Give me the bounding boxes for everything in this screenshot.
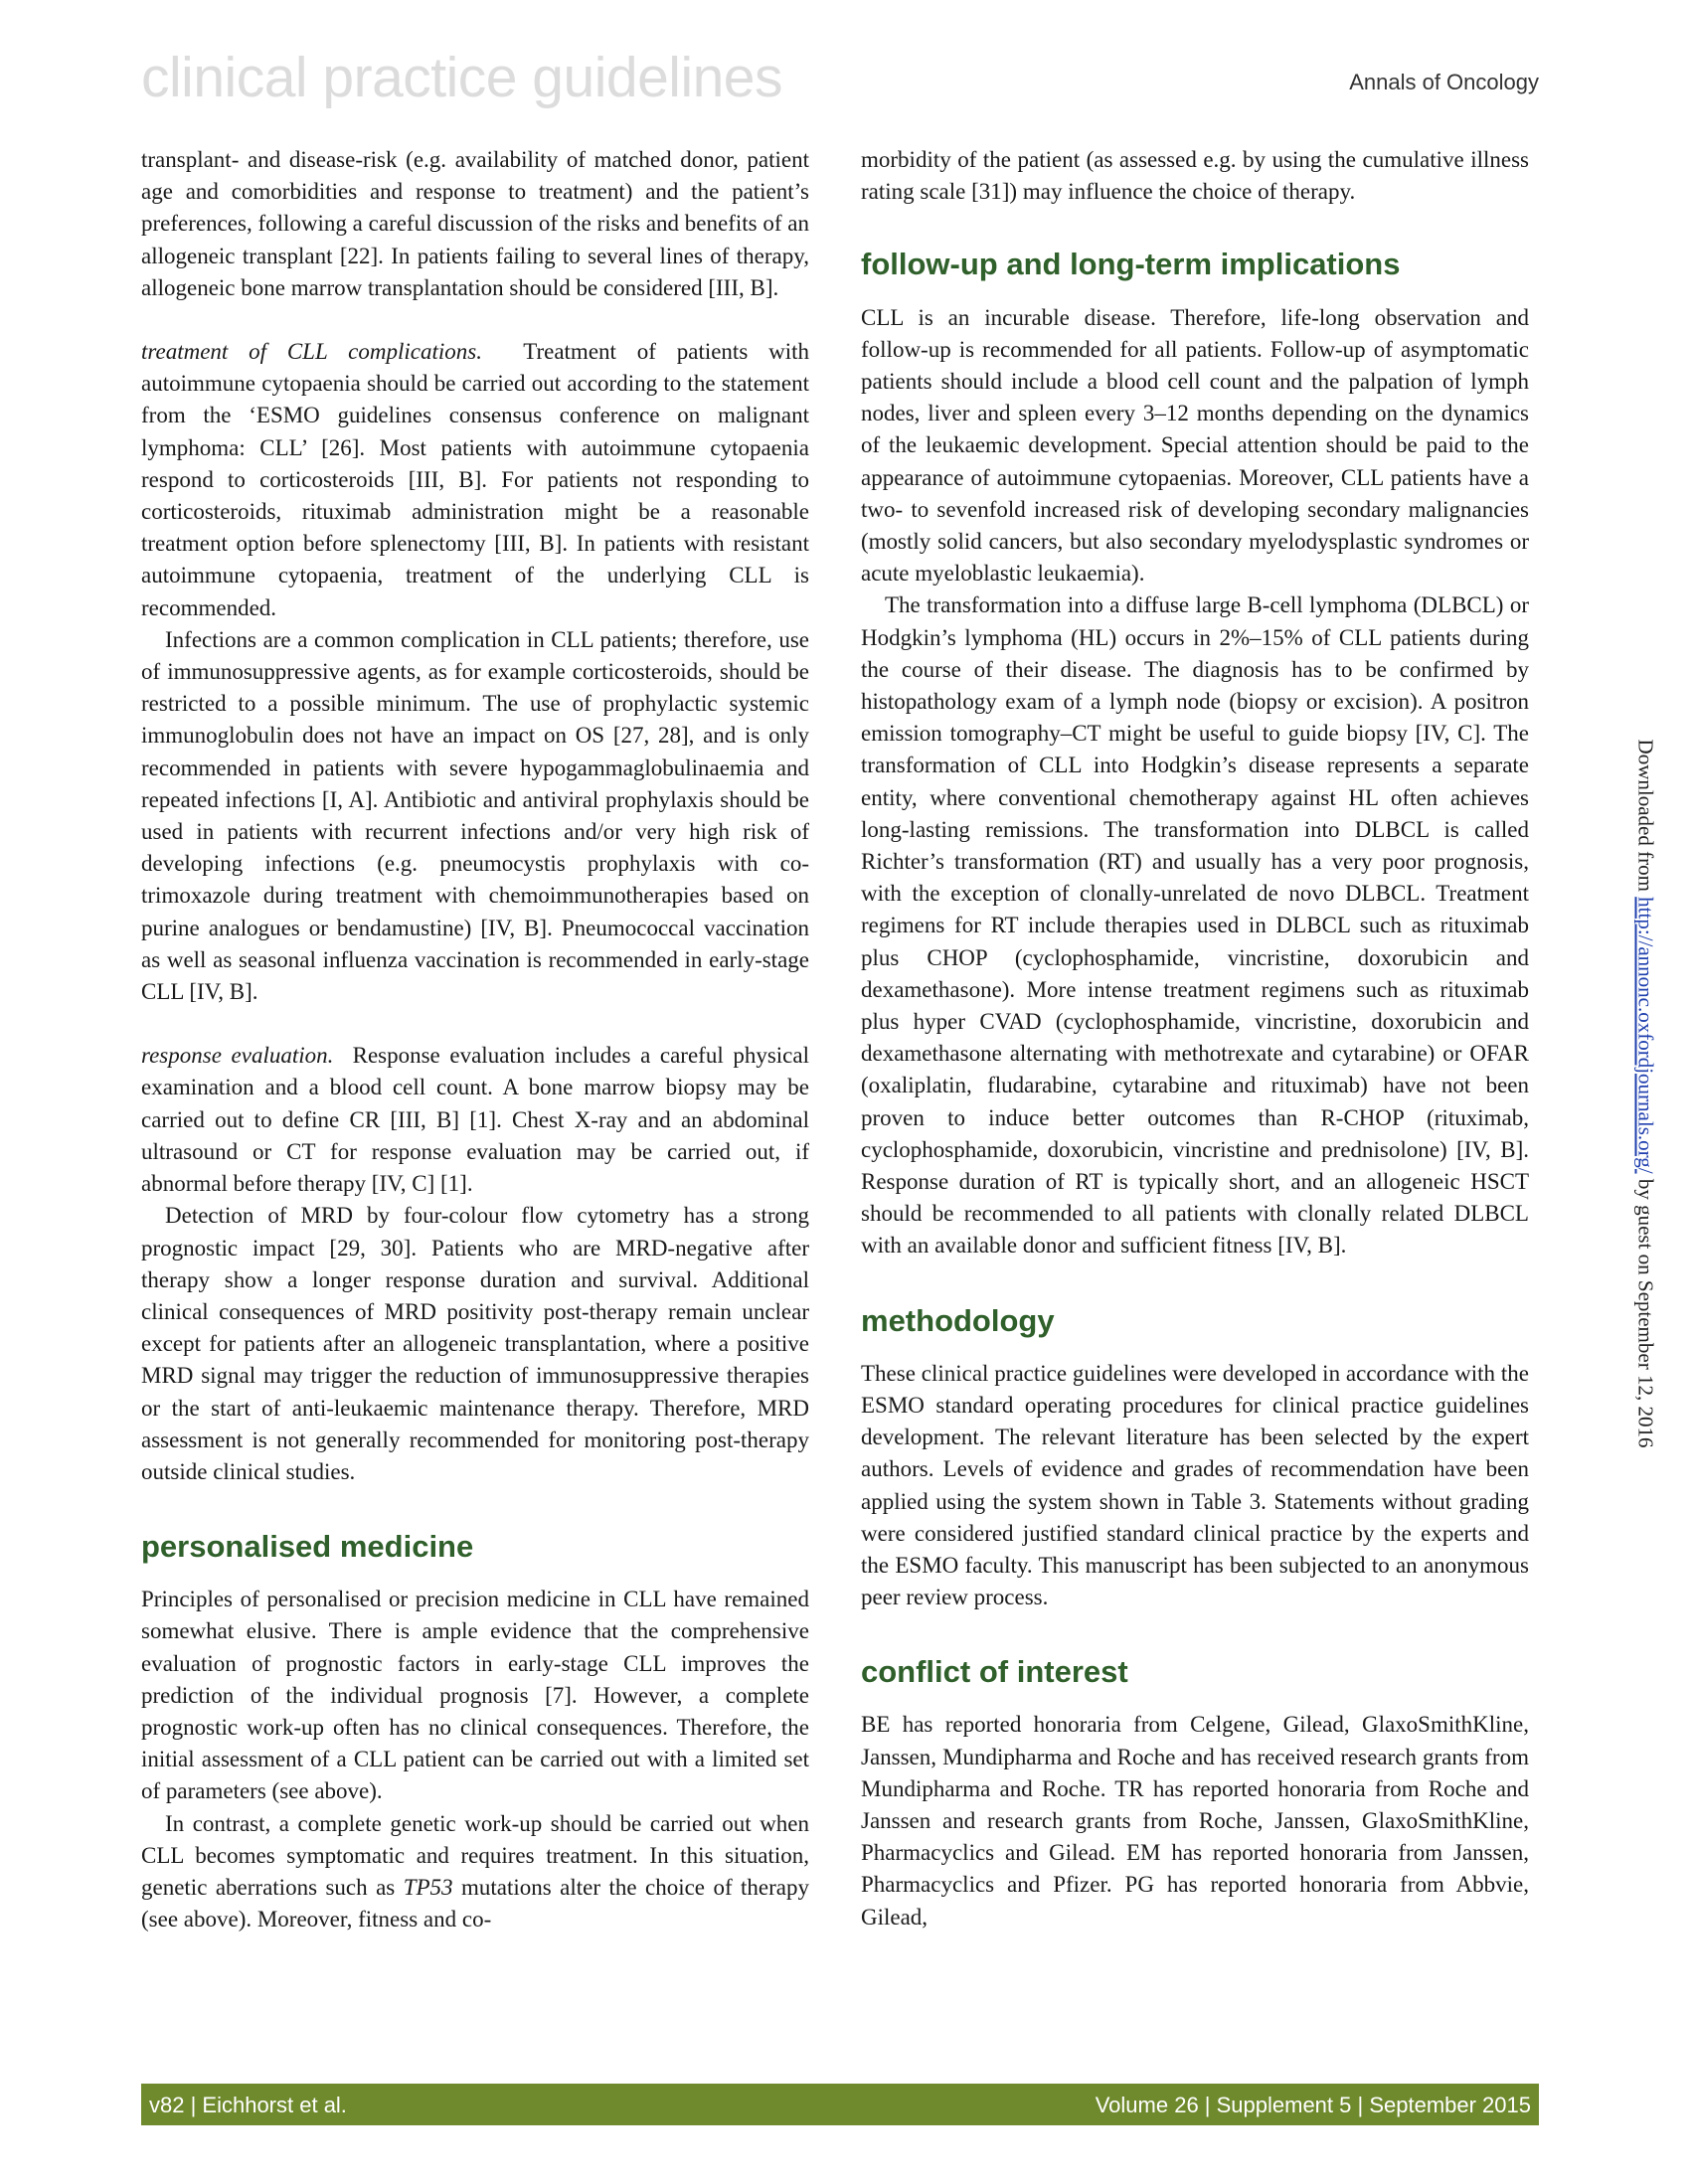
paragraph: Detection of MRD by four-colour flow cytometry has a strong prognostic impact [29, 30]. Patients who are MRD-negative after therapy show a longer response duration and survival. Additional clinical consequences of MRD positivity post-therapy remain unclear except for patients after an allogeneic transplantation, where a positive MRD signal may trigger the reduction of immunosuppressive therapies or the start of anti-leukaemic maintenance therapy. Therefore, MRD assessment is not generally recommended for monitoring post-therapy outside clinical studies.	[141, 1203, 809, 1484]
paragraph-cll-complications	[141, 336, 809, 624]
running-header-title: clinical practice guidelines	[141, 46, 783, 109]
paragraph: These clinical practice guidelines were developed in accordance with the ESMO standard operating procedures for clinical practice guidelines development. The relevant literature has been selected by the expert authors. Levels of evidence and grades of recommendation have been applied using the system shown in Table 3. Statements without grading were considered justified standard clinical practice by the experts and the ESMO faculty. This manuscript has been subjected to an anonymous peer review process.	[861, 1360, 1529, 1610]
watermark-prefix: Downloaded from	[1633, 739, 1658, 892]
gene-name: TP53	[403, 1875, 453, 1901]
paragraph: Infections are a common complication in CLL patients; therefore, use of immunosuppressive agents, as for example corticosteroids, should be restricted to a possible minimum. The use of prophylactic systemic immunoglobulin does not have an impact on OS [27, 28], and is only recommended in patients with severe hypogammaglobulinaemia and repeated infections [I, A]. Antibiotic and antiviral prophylaxis should be used in patients with recurrent infections and/or very high risk of developing infections (e.g. pneumocystis prophylaxis with co-trimoxazole during treatment with chemoimmunotherapies based on purine analogues or bendamustine) [IV, B]. Pneumococcal vaccination as well as seasonal influenza vaccination is recommended in early-stage CLL [IV, B].	[141, 626, 809, 1005]
watermark-suffix: by guest on September 12, 2016	[1633, 1178, 1658, 1448]
paragraph: CLL is an incurable disease. Therefore, life-long observation and follow-up is recommended for all patients. Follow-up of asymptomatic patients should include a blood cell count and the palpation of lymph nodes, liver and spleen every 3–12 months depending on the dynamics of the leukaemic development. Special attention should be paid to the appearance of autoimmune cytopaenias. Moreover, CLL patients have a two- to sevenfold increased risk of developing secondary malignancies (mostly solid cancers, but also secondary myelodysplastic syndromes or acute myeloblastic leukaemia).	[861, 304, 1529, 587]
journal-link[interactable]: http://annonc.oxfordjournals.org/	[1633, 897, 1658, 1174]
paragraph-response-evaluation	[141, 1040, 809, 1200]
journal-name: Annals of Oncology	[1349, 70, 1539, 94]
section-heading-methodology: methodology	[861, 1302, 1055, 1338]
paragraph-genetic-workup	[141, 1808, 809, 1936]
paragraph-text: Response evaluation includes a careful physical examination and a blood cell count. A bone marrow biopsy may be carried out to define CR [III, B] [1]. Chest X-ray and an abdominal ultrasound or CT for response evaluation may be carried out, if abnormal before therapy [IV, C] [1].	[141, 1043, 809, 1197]
paragraph: Principles of personalised or precision medicine in CLL have remained somewhat elusive. There is ample evidence that the comprehensive evaluation of prognostic factors in early-stage CLL improves the prediction of the individual prognosis [7]. However, a complete prognostic work-up often has no clinical consequences. Therefore, the initial assessment of a CLL patient can be carried out with a limited set of parameters (see above).	[141, 1587, 809, 1804]
footer-bar	[141, 2084, 1539, 2125]
paragraph-text: mutations alter the choice of therapy (see above). Moreover, fitness and co-	[141, 1875, 810, 1932]
section-heading-conflict-of-interest: conflict of interest	[861, 1654, 1128, 1690]
paragraph-text: In contrast, a complete genetic work-up should be carried out when CLL becomes symptomatic and requires treatment. In this situation, genetic aberrations such as	[141, 1810, 809, 1901]
left-column	[141, 144, 809, 1935]
paragraph: The transformation into a diffuse large B-cell lymphoma (DLBCL) or Hodgkin’s lymphoma (HL) occurs in 2%–15% of CLL patients during the course of their disease. The diagnosis has to be confirmed by histopathology exam of a lymph node (biopsy or excision). A positron emission tomography–CT might be useful to guide biopsy [IV, C]. The transformation of CLL into Hodgkin’s disease represents a separate entity, where conventional chemotherapy against HL often achieves long-lasting remissions. The transformation into DLBCL is called Richter’s transformation (RT) and usually has a very poor prognosis, with the exception of clonally-unrelated de novo DLBCL. Treatment regimens for RT include therapies used in DLBCL such as rituximab plus CHOP (cyclophosphamide, vincristine, doxorubicin and dexamethasone). More intense treatment regimens such as rituximab plus hyper CVAD (cyclophosphamide, vincristine, doxorubicin and dexamethasone alternating with methotrexate and cytarabine) or OFAR (oxaliplatin, fludarabine, cytarabine and rituximab) have not been proven to induce better outcomes than R-CHOP (rituximab, cyclophosphamide, doxorubicin, vincristine and prednisolone) [IV, B]. Response duration of RT is typically short, and an allogeneic HSCT should be recommended to all patients with clonally related DLBCL with an available donor and sufficient fitness [IV, B].	[861, 592, 1529, 1259]
right-column	[861, 144, 1529, 1933]
footer-page-author: v82 | Eichhorst et al.	[149, 2093, 347, 2117]
paragraph: morbidity of the patient (as assessed e.g. by using the cumulative illness rating scale [31]) may influence the choice of therapy.	[861, 147, 1529, 205]
section-heading-follow-up: follow-up and long-term implications	[861, 247, 1401, 282]
paragraph: BE has reported honoraria from Celgene, Gilead, GlaxoSmithKline, Janssen, Mundipharma and Roche and has received research grants from Mundipharma and Roche. TR has reported honoraria from Roche and Janssen and research grants from Roche, Janssen, GlaxoSmithKline, Pharmacyclics and Gilead. EM has reported honoraria from Janssen, Pharmacyclics and Pfizer. PG has reported honoraria from Abbvie, Gilead,	[861, 1712, 1529, 1930]
subsection-lead: response evaluation.	[141, 1043, 334, 1069]
paragraph-text: Treatment of patients with autoimmune cytopaenia should be carried out according to the statement from the ‘ESMO guidelines consensus conference on malignant lymphoma: CLL’ [26]. Most patients with autoimmune cytopaenia respond to corticosteroids [III, B]. For patients not responding to corticosteroids, rituximab administration might be a reasonable treatment option before splenectomy [III, B]. In patients with resistant autoimmune cytopaenia, treatment of the underlying CLL is recommended.	[141, 339, 809, 620]
download-watermark	[1633, 740, 1658, 1448]
subsection-lead: treatment of CLL complications.	[141, 339, 482, 365]
footer-volume-info: Volume 26 | Supplement 5 | September 2015	[1095, 2093, 1531, 2117]
paragraph: transplant- and disease-risk (e.g. availability of matched donor, patient age and comorbidities and response to treatment) and the patient’s preferences, following a careful discussion of the risks and benefits of an allogeneic transplant [22]. In patients failing to several lines of therapy, allogeneic bone marrow transplantation should be considered [III, B].	[141, 147, 809, 300]
section-heading-personalised-medicine: personalised medicine	[141, 1529, 474, 1565]
